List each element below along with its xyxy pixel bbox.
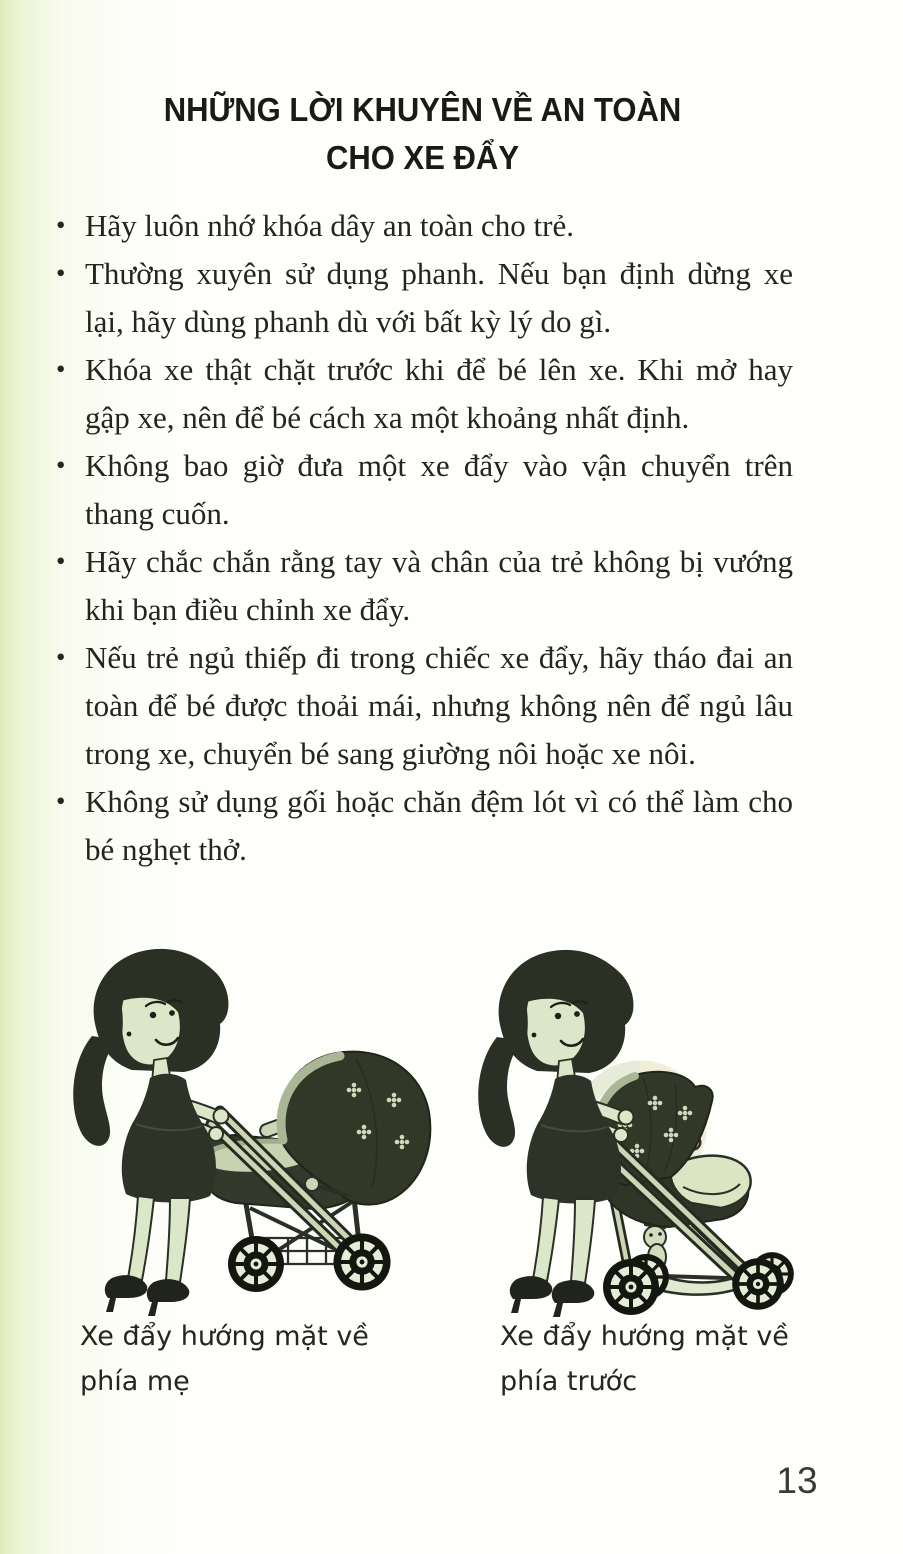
- safety-tip-item: • Hãy luôn nhớ khóa dây an toàn cho trẻ.: [52, 202, 793, 250]
- caption-line: Xe đẩy hướng mặt về: [80, 1321, 369, 1352]
- safety-tip-item: • Thường xuyên sử dụng phanh. Nếu bạn định dừng xe lại, hãy dùng phanh dù với bất kỳ lý do gì.: [52, 250, 793, 346]
- page-number: 13: [776, 1460, 818, 1501]
- caption-line: Xe đẩy hướng mặt về: [500, 1321, 789, 1352]
- figure-stroller-facing-mother: [50, 948, 445, 1320]
- safety-tips-list: [52, 202, 793, 874]
- safety-tip-item: • Nếu trẻ ngủ thiếp đi trong chiếc xe đẩy, hãy tháo đai an toàn để bé được thoải mái, nhưng không nên để ngủ lâu trong xe, chuyển bé sang giường nôi hoặc xe nôi.: [52, 634, 793, 778]
- caption-line: phía trước: [500, 1366, 638, 1397]
- safety-tip-item: • Hãy chắc chắn rằng tay và chân của trẻ không bị vướng khi bạn điều chỉnh xe đẩy.: [52, 538, 793, 634]
- stroller-facing-mother-illustration: [50, 948, 445, 1320]
- caption-stroller-facing-mother: [80, 1314, 369, 1404]
- figure-stroller-facing-forward: [455, 935, 870, 1323]
- page-title-line2: CHO XE ĐẨY: [325, 139, 520, 176]
- safety-tip-item: • Không sử dụng gối hoặc chăn đệm lót vì có thể làm cho bé nghẹt thở.: [52, 778, 793, 874]
- stroller-facing-forward-illustration: [455, 935, 870, 1323]
- pram-facing-mother: [198, 1052, 430, 1292]
- caption-stroller-facing-forward: [500, 1314, 789, 1404]
- safety-tip-item: • Khóa xe thật chặt trước khi để bé lên xe. Khi mở hay gập xe, nên để bé cách xa một khoảng nhất định.: [52, 346, 793, 442]
- page-title-line1: NHỮNG LỜI KHUYÊN VỀ AN TOÀN: [163, 91, 682, 128]
- page-title: [25, 86, 819, 182]
- caption-line: phía mẹ: [80, 1366, 190, 1397]
- safety-tip-item: • Không bao giờ đưa một xe đẩy vào vận chuyển trên thang cuốn.: [52, 442, 793, 538]
